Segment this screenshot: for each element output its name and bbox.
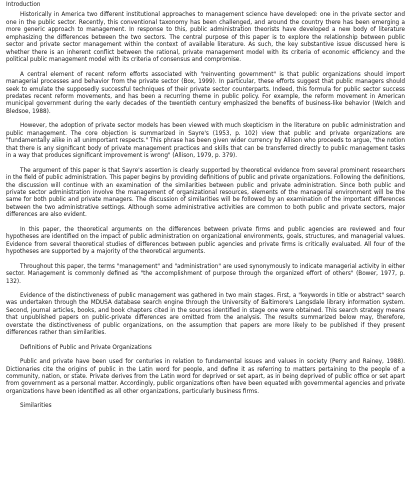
paragraph-4: The argument of this paper is that Sayre's assertion is clearly supported by theoretical evidence from several prominent researchers in the field of public administration. This paper begins by providing definitions of public and private organizations. Following the definitions, the discussion will continue with an examination of the similarities between public and private administration. Since both public and private sector administration involve the management of organizational resources, elements of the managerial environment will be the same for both public and private managers. The discussion of similarities will be followed by an examination of the important differences between the two administrative settings. Although some administrative activities are common to both public and private sectors, major differences are also evident. xyxy=(6,167,405,219)
paragraph-8: Public and private have been used for centuries in relation to fundamental issues and values in society (Perry and Rainey, 1988). Dictionaries cite the origins of public in the Latin word for people, and define it as referring to matters pertaining to the people of a community, nation, or state. Private derives from the Latin word for deprived or set apart, as in being deprived of public office or set apart from government as a personal matter. Accordingly, public organizations often have been equated with governmental agencies and private organizations have been identified as all other organizations, particularly business firms. xyxy=(6,359,405,395)
section-heading-similarities: Similarities xyxy=(20,403,52,410)
paragraph-3: However, the adoption of private sector models has been viewed with much skepticism in the literature on public administration and public management. The core objection is summarized in Sayre's (1953, p. 102) view that public and private organizations are "fundamentally alike in all unimportant respects." This phrase has been given wider currency by Allison who proceeds to argue, "the notion that there is any significant body of private management practices and skills that can be transferred directly to public management tasks in a way that produces significant improvement is wrong" (Allison, 1979, p. 379). xyxy=(6,123,405,160)
paragraph-5: In this paper, the theoretical arguments on the differences between private firms and public agencies are reviewed and four hypotheses are identified on the impact of public administration on organizational environments, goals, structures, and managerial values. Evidence from several theoretical studies of differences between public agencies and private firms is critically evaluated. All four of the hypotheses are supported by a majority of the theoretical arguments. xyxy=(6,226,405,256)
section-heading-introduction: Introduction xyxy=(6,2,41,8)
section-heading-definitions: Definitions of Public and Private Organizations xyxy=(20,344,152,351)
paragraph-6: Throughout this paper, the terms "management" and "administration" are used synonymously to indicate managerial activity in either sector. Management is commonly defined as "the accomplishment of purpose through the organized effort of others" (Bower, 1977, p. 132). xyxy=(6,263,405,285)
paragraph-7: Evidence of the distinctiveness of public management was gathered in two main stages. First, a "keywords in title or abstract" search was undertaken through the MDUSA database search engine through the University of Baltimore's Langsdale library information system. Second, journal articles, books, and book chapters cited in the sources identified in stage one were obtained. This search strategy means that unpublished papers on public-private differences are omitted from the analysis. The results summarized below may, therefore, overstate the distinctiveness of public organizations, on the assumption that papers are more likely to be published if they present differences rather than similarities. xyxy=(6,292,405,337)
paragraph-1: Historically in America two different institutional approaches to management science have developed: one in the private sector and one in the public sector. Recently, this conventional taxonomy has been challenged, and around the country there has been emerging a more generic approach to management. In response to this, public administration theorists have developed a new body of literature emphasizing the differences between the two sectors. The central purpose of this paper is to explore the relationship between public sector and private sector management within the context of available literature. As such, the key substantive issue discussed here is whether there is an inherent conflict between the rational, private management model with its criteria of economic efficiency and the political public management model with its criteria of consensus and compromise. xyxy=(6,12,405,64)
paragraph-2: A central element of recent reform efforts associated with "reinventing government" is that public organizations should import managerial processes and behavior from the private sector (Box, 1999). In particular, these efforts suggest that public managers should seek to emulate the supposedly successful techniques of their private sector counterparts. Indeed, this formula for public sector success predates recent reform movements, and has been a recurring theme in public policy. For example, the reform movement in American municipal government during the early decades of the twentieth century emphasized the benefits of business-like behavior (Welch and Bledsoe, 1988). xyxy=(6,71,405,115)
